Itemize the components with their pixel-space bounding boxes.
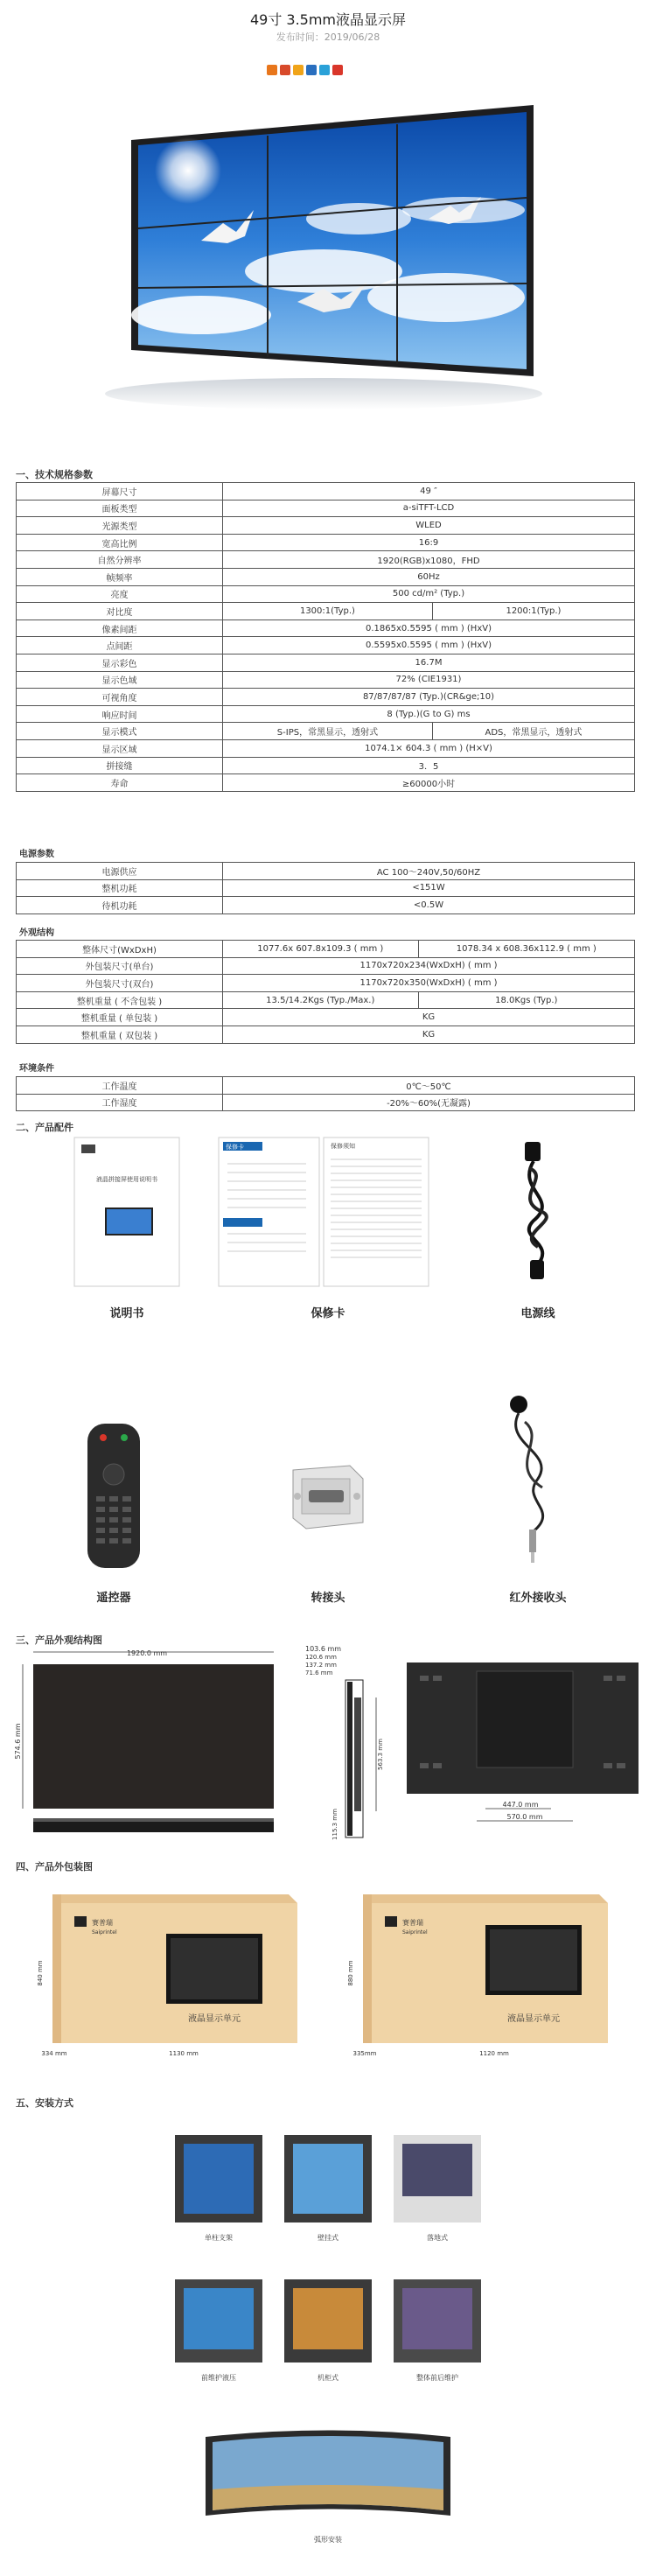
spec-value: 60Hz <box>223 568 635 585</box>
spec-label: 宽高比例 <box>17 534 223 551</box>
manual-image <box>74 1138 179 1286</box>
box1-brand-en: Saiprintel <box>92 1929 117 1936</box>
install-item-6 <box>394 2279 481 2382</box>
spec-row <box>17 897 635 914</box>
spec-value: 0.5595x0.5595 ( mm ) (HxV) <box>223 637 635 654</box>
spec-label: 工作湿度 <box>17 1094 223 1111</box>
spec-label: 待机功耗 <box>17 897 223 914</box>
accessory-caption-ir: 红外接收头 <box>509 1592 567 1605</box>
spec-row <box>17 991 635 1009</box>
spec-value: 0℃～50℃ <box>223 1077 635 1095</box>
spec-value: KG <box>223 1009 635 1026</box>
spec-row <box>17 534 635 551</box>
spec-row <box>17 975 635 992</box>
ir-receiver-image <box>494 1391 573 1566</box>
share-icon-4[interactable] <box>306 65 317 75</box>
back-view-drawing <box>402 1658 643 1833</box>
box2-brand: 赛普瑞 <box>402 1919 423 1927</box>
exterior-title: 外观结构 <box>19 928 54 938</box>
warranty-notice-title: 保修须知 <box>331 1143 355 1150</box>
spec-table <box>16 482 635 792</box>
dim-back-b: 570.0 mm <box>506 1813 543 1821</box>
spec-value: a-siTFT-LCD <box>223 500 635 517</box>
spec-label: 屏幕尺寸 <box>17 483 223 500</box>
install-row-2 <box>171 2275 485 2389</box>
power-cord-image <box>499 1138 577 1286</box>
accessory-caption-power-cord: 电源线 <box>520 1307 555 1320</box>
spec-label: 电源供应 <box>17 863 223 880</box>
warranty-card-title: 保修卡 <box>226 1144 244 1151</box>
spec-value: 16.7M <box>223 654 635 671</box>
spec-value: 87/87/87/87 (Typ.)(CR&ge;10) <box>223 689 635 706</box>
spec-row <box>17 941 635 958</box>
spec-row <box>17 603 635 620</box>
dim-side-total: 115.3 mm <box>331 1809 338 1840</box>
box2-depth: 335mm <box>352 2050 377 2057</box>
spec-label: 光源类型 <box>17 517 223 535</box>
dim-back-a: 447.0 mm <box>502 1801 539 1809</box>
spec-label: 外包装尺寸(双台) <box>17 975 223 992</box>
spec-label: 整机功耗 <box>17 879 223 897</box>
spec-row <box>17 637 635 654</box>
share-icon-6[interactable] <box>332 65 343 75</box>
dim-side-1: 103.6 mm <box>305 1645 342 1653</box>
spec-row <box>17 500 635 517</box>
dim-front-height: 574.6 mm <box>14 1723 22 1760</box>
share-bar <box>267 65 343 75</box>
install-label-2: 壁挂式 <box>318 2234 338 2242</box>
power-title: 电源参数 <box>19 850 54 859</box>
box2-height: 880 mm <box>347 1960 354 1986</box>
dim-side-height: 563.3 mm <box>377 1739 384 1770</box>
share-icon-3[interactable] <box>293 65 304 75</box>
adapter-image <box>280 1457 376 1544</box>
section-accessories-title: 二、产品配件 <box>16 1122 73 1133</box>
accessory-caption-adapter: 转接头 <box>311 1592 345 1605</box>
spec-label: 整机重量 ( 不含包装 ) <box>17 991 223 1009</box>
accessory-caption-manual: 说明书 <box>109 1307 144 1320</box>
spec-value: 1170x720x350(WxDxH) ( mm ) <box>223 975 635 992</box>
spec-value: WLED <box>223 517 635 535</box>
box2-label: 液晶显示单元 <box>507 2014 560 2024</box>
spec-value: <0.5W <box>223 897 635 914</box>
spec-label: 点间距 <box>17 637 223 654</box>
spec-row <box>17 551 635 569</box>
publish-date: 发布时间：2019/06/28 <box>276 32 380 43</box>
spec-label: 整机重量 ( 双包装 ) <box>17 1026 223 1043</box>
install-item-4 <box>175 2279 262 2382</box>
spec-label: 显示彩色 <box>17 654 223 671</box>
spec-row <box>17 671 635 689</box>
spec-value-b: 1200:1(Typ.) <box>432 603 634 620</box>
spec-row <box>17 863 635 880</box>
section-install-title: 五、安装方式 <box>16 2097 73 2109</box>
spec-label: 可视角度 <box>17 689 223 706</box>
spec-row <box>17 1094 635 1111</box>
side-view-drawing <box>302 1645 389 1851</box>
spec-value-b: 18.0Kgs (Typ.) <box>418 991 634 1009</box>
accessory-caption-remote: 遥控器 <box>96 1592 131 1605</box>
spec-row <box>17 1009 635 1026</box>
spec-label: 工作温度 <box>17 1077 223 1095</box>
spec-value-a: 1077.6x 607.8x109.3 ( mm ) <box>223 941 419 958</box>
spec-label: 拼接缝 <box>17 757 223 774</box>
spec-label: 自然分辨率 <box>17 551 223 569</box>
share-icon-1[interactable] <box>267 65 277 75</box>
spec-value: 1074.1× 604.3 ( mm ) (H×V) <box>223 739 635 757</box>
install-curved <box>197 2419 459 2551</box>
spec-label: 响应时间 <box>17 705 223 723</box>
spec-row <box>17 689 635 706</box>
spec-row <box>17 1077 635 1095</box>
package-box-1 <box>35 1886 306 2061</box>
spec-value: 0.1865x0.5595 ( mm ) (HxV) <box>223 620 635 637</box>
spec-value-a: 13.5/14.2Kgs (Typ./Max.) <box>223 991 419 1009</box>
exterior-table <box>16 940 635 1044</box>
box2-width: 1120 mm <box>479 2050 509 2057</box>
box1-height: 840 mm <box>37 1960 44 1986</box>
spec-value: 1170x720x234(WxDxH) ( mm ) <box>223 957 635 975</box>
dim-side-3: 137.2 mm <box>305 1662 337 1669</box>
front-view-drawing <box>16 1645 278 1842</box>
spec-row <box>17 879 635 897</box>
spec-row <box>17 568 635 585</box>
install-item-3 <box>394 2135 481 2242</box>
spec-value: 49 ″ <box>223 483 635 500</box>
install-label-4: 前维护液压 <box>201 2374 236 2382</box>
package-box-2 <box>345 1886 617 2061</box>
spec-row <box>17 1026 635 1043</box>
install-label-7: 弧形安装 <box>314 2536 342 2544</box>
spec-label: 显示区域 <box>17 739 223 757</box>
spec-row <box>17 757 635 774</box>
spec-value: 16:9 <box>223 534 635 551</box>
install-label-6: 整体前后维护 <box>416 2374 458 2382</box>
spec-label: 像素间距 <box>17 620 223 637</box>
spec-label: 整体尺寸(WxDxH) <box>17 941 223 958</box>
spec-value: 8 (Typ.)(G to G) ms <box>223 705 635 723</box>
spec-label: 寿命 <box>17 774 223 792</box>
install-item-2 <box>284 2135 372 2242</box>
box2-brand-en: Saiprintel <box>402 1929 428 1936</box>
spec-value: 1920(RGB)x1080，FHD <box>223 551 635 569</box>
install-label-3: 落地式 <box>427 2234 448 2242</box>
install-item-5 <box>284 2279 372 2382</box>
install-row-1 <box>171 2131 485 2253</box>
page-title: 49寸 3.5mm液晶显示屏 <box>249 11 407 28</box>
spec-value: -20%～60%(无凝露) <box>223 1094 635 1111</box>
share-icon-5[interactable] <box>319 65 330 75</box>
spec-label: 帧频率 <box>17 568 223 585</box>
spec-row <box>17 957 635 975</box>
spec-value: 500 cd/m² (Typ.) <box>223 585 635 603</box>
spec-label: 显示模式 <box>17 723 223 740</box>
spec-value: 72% (CIE1931) <box>223 671 635 689</box>
manual-doc-title: 液晶拼接屏使用说明书 <box>96 1176 157 1183</box>
dim-front-width: 1920.0 mm <box>126 1649 168 1657</box>
install-item-1 <box>175 2135 262 2242</box>
spec-value: AC 100～240V,50/60HZ <box>223 863 635 880</box>
box1-width: 1130 mm <box>169 2050 199 2057</box>
spec-row <box>17 723 635 740</box>
share-icon-2[interactable] <box>280 65 290 75</box>
section-spec-title: 一、技术规格参数 <box>16 469 93 480</box>
box1-depth: 334 mm <box>41 2050 67 2057</box>
spec-value-a: 1300:1(Typ.) <box>223 603 433 620</box>
spec-row <box>17 620 635 637</box>
spec-row <box>17 483 635 500</box>
spec-value-b: ADS，常黑显示，透射式 <box>432 723 634 740</box>
box1-label: 液晶显示单元 <box>188 2014 241 2024</box>
dim-side-2: 120.6 mm <box>305 1654 337 1661</box>
power-table <box>16 862 635 914</box>
spec-row <box>17 774 635 792</box>
spec-label: 外包装尺寸(单台) <box>17 957 223 975</box>
install-label-5: 机柜式 <box>318 2374 338 2382</box>
spec-label: 面板类型 <box>17 500 223 517</box>
spec-row <box>17 517 635 535</box>
spec-label: 亮度 <box>17 585 223 603</box>
box1-brand: 赛普瑞 <box>92 1919 113 1927</box>
dim-side-4: 71.6 mm <box>305 1670 333 1676</box>
spec-value: 3．5 <box>223 757 635 774</box>
spec-label: 对比度 <box>17 603 223 620</box>
spec-row <box>17 739 635 757</box>
spec-row <box>17 705 635 723</box>
spec-row <box>17 654 635 671</box>
section-package-title: 四、产品外包装图 <box>16 1861 93 1872</box>
accessory-caption-warranty: 保修卡 <box>311 1307 345 1320</box>
spec-value: ≥60000小时 <box>223 774 635 792</box>
spec-label: 显示色域 <box>17 671 223 689</box>
environment-table <box>16 1076 635 1111</box>
warranty-card-image <box>219 1138 429 1286</box>
spec-value: <151W <box>223 879 635 897</box>
spec-value-a: S-IPS，常黑显示，透射式 <box>223 723 433 740</box>
install-label-1: 单柱支架 <box>205 2234 233 2242</box>
spec-label: 整机重量 ( 单包装 ) <box>17 1009 223 1026</box>
spec-row <box>17 585 635 603</box>
environment-title: 环境条件 <box>19 1064 54 1074</box>
spec-value: KG <box>223 1026 635 1043</box>
section-structure-title: 三、产品外观结构图 <box>16 1634 102 1646</box>
video-wall-image <box>96 88 560 411</box>
remote-image <box>86 1422 143 1571</box>
spec-value-b: 1078.34 x 608.36x112.9 ( mm ) <box>418 941 634 958</box>
